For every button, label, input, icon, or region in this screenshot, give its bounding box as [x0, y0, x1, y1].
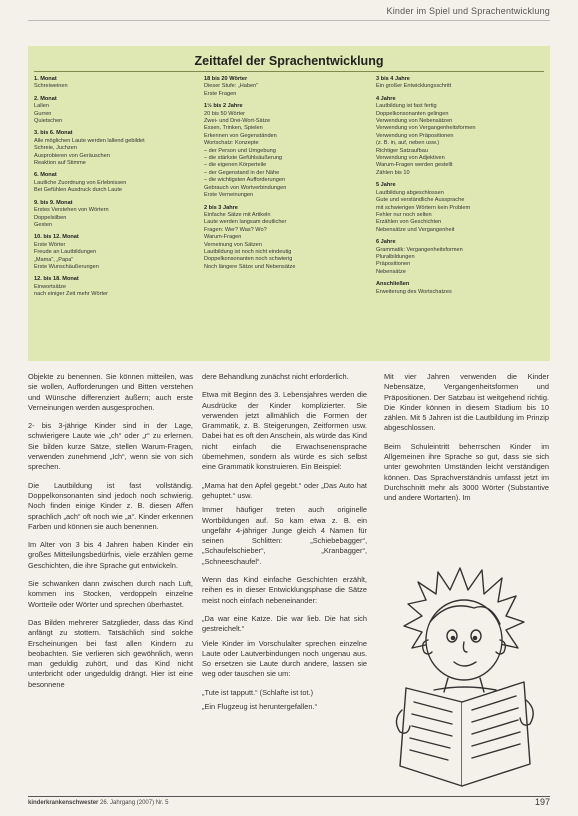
timeline-entry-line: Erweiterung des Wortschatzes [376, 288, 452, 295]
timeline-entry-line: Doppelkonsonanten noch schwierig [204, 256, 293, 263]
timeline-entry-line: Zählen bis 10 [376, 169, 410, 176]
timeline-entry [376, 76, 544, 91]
timeline-entry-heading: 3 bis 4 Jahre [376, 76, 410, 82]
timeline-column-3 [376, 76, 544, 301]
timeline-entry [34, 200, 194, 230]
timeline-entry-heading: 6. Monat [34, 172, 57, 179]
timeline-entry-line: Ein großer Entwicklungsschritt [376, 83, 452, 90]
timeline-entry-line: Verneinung von Sätzen [204, 241, 262, 248]
timeline-entry-heading: 3. bis 6. Monat [34, 130, 73, 137]
timeline-entry-line: Doppelkonsonanten gelingen [376, 110, 449, 117]
body-paragraph: 2- bis 3-jährige Kinder sind in der Lage, schwierigere Laute wie „ch“ oder „r“ zu erlernen. Sie bilden kurze Sätze, stellen Warum-Fragen, verwenden zunehmend „Ich“, wenn sie von sich sprechen. [28, 421, 193, 472]
timeline-entry [34, 76, 194, 91]
body-paragraph: „Da war eine Katze. Die war lieb. Die hat sich gestreichelt.“ [202, 613, 367, 634]
timeline-entry-line: Einfache Sätze mit Artikeln [204, 211, 271, 218]
timeline-entry-line: Richtiger Satzaufbau [376, 147, 428, 154]
timeline-entry-line: Erstes Verstehen von Wörtern [34, 207, 109, 214]
timeline-entry-line: Erste Wunschäußerungen [34, 263, 99, 270]
timeline-entry-line: nach einiger Zeit mehr Wörter [34, 291, 108, 298]
timeline-entry-line: Zwei- und Drei-Wort-Sätze [204, 118, 271, 125]
timeline-entry-line: Bei Gefühlen Ausdruck durch Laute [34, 187, 123, 194]
timeline-entry [376, 96, 544, 177]
body-paragraph: Die Lautbildung ist fast vollständig. Doppelkonsonanten sind jedoch noch schwierig. Noch finden einige Kinder z. B. diesen Affen sprachlich „ach“ oft noch wie „a“. Kinder erkennen Farben und können sie auch benennen. [28, 480, 193, 531]
timeline-entry-line: Lautbildung abgeschlossen [376, 189, 444, 196]
timeline-entry-line: Erste Wörter [34, 241, 66, 248]
timeline-entry-line: Schreiweinen [34, 83, 68, 90]
timeline-entry-heading: 1½ bis 2 Jahre [204, 103, 243, 110]
timeline-entry [376, 182, 544, 234]
timeline-entry-line: Verwendung von Nebensätzen [376, 118, 453, 125]
timeline-entry-line: Nebensätze und Vergangenheit [376, 226, 455, 233]
timeline-entry-heading: 4 Jahre [376, 95, 396, 102]
timeline-entry-line: Noch längere Sätze und Nebensätze [204, 263, 296, 270]
timeline-entry [376, 281, 544, 296]
timeline-entry-line: Präpositionen [376, 261, 411, 268]
page-number: 197 [534, 797, 550, 807]
timeline-column-2 [204, 76, 369, 276]
timeline-entry-line: – die stärkste Gefühlsäußerung [204, 155, 283, 162]
timeline-entry-heading: 2. Monat [34, 95, 57, 102]
running-header: Kinder im Spiel und Sprachentwicklung [386, 6, 550, 16]
timeline-entry-heading: 5 Jahre [376, 182, 396, 189]
timeline-entry-heading: 2 bis 3 Jahre [204, 204, 238, 211]
timeline-entry-line: Lautbildung ist noch nicht eindeutig [204, 248, 292, 255]
body-paragraph: Sie schwanken dann zwischen durch nach Luft, kommen ins Stocken, verdoppeln einzelne Wortteile oder Wörter und sprechen überhastet. [28, 579, 193, 609]
timeline-entry [376, 239, 544, 276]
timeline-entry [34, 130, 194, 167]
timeline-entry-line: Verwendung von Präpositionen [376, 132, 454, 139]
timeline-entry-line: Schreie, Juchzen [34, 145, 77, 152]
timeline-entry-line: Erste Verneinungen [204, 192, 254, 199]
timeline-entry-line: Gurren [34, 110, 52, 117]
timeline-entry-heading: 10. bis 12. Monat [34, 234, 79, 241]
timeline-entry-line: Nebensätze [376, 268, 406, 275]
body-paragraph: Etwa mit Beginn des 3. Lebensjahres werden die Ausdrücke der Kinder komplizierter. Sie verwenden jetzt allmählich die Formen der Grammatik, z. B. Steigerungen, Zeitformen usw. Dabei hat es oft den Anschein, als würde das Kind nicht einfach die Erwachsenensprache übernehmen, sondern als würde es sich selbst eine Grammatik konstruieren. Ein Beispiel: [202, 390, 367, 472]
timeline-entry-line: Alle möglichen Laute werden lallend gebildet [34, 137, 145, 144]
timeline-entry-line: Reaktion auf Stimme [34, 160, 86, 167]
timeline-entry-line: Verwendung von Vergangenheitsformen [376, 125, 476, 132]
timeline-entry-heading: 1. Monat [34, 76, 57, 82]
timeline-entry-heading: Anschließen [376, 281, 410, 288]
timeline-entry-line: Warum-Fragen werden gestellt [376, 162, 453, 169]
timeline-entry-line: Ausprobieren von Geräuschen [34, 152, 110, 159]
issue-info: 26. Jahrgang (2007) Nr. 5 [100, 800, 169, 806]
timeline-entry [34, 96, 194, 126]
timeline-entry [204, 103, 369, 199]
timeline-entry-line: Gute und verständliche Aussprache [376, 197, 465, 204]
child-reading-illustration [378, 560, 554, 788]
timeline-title: Zeittafel der Sprachentwicklung [194, 54, 384, 68]
body-paragraph: Wenn das Kind einfache Geschichten erzählt, reihen es in dieser Entwicklungsphase die Sätze meist noch einfach nebeneinander: [202, 575, 367, 605]
timeline-entry-line: (z. B. in, auf, neben usw.) [376, 140, 440, 147]
body-paragraph: Das Bilden mehrerer Satzglieder, dass das Kind anfängt zu stottern. Tatsächlich sind solche Erscheinungen bei fast allen Kindern zu beobachten. Sie verlieren sich gewöhnlich, wenn man geduldig zuhört, und das Kind nicht unterbricht oder ungeduldig drängt. Hier ist eine besonnene [28, 617, 193, 689]
timeline-entry-line: Lautbildung ist fast fertig [376, 103, 437, 110]
timeline-entry-line: Dieser Stufe: „Haben“ [204, 83, 259, 90]
timeline-entry-line: Erste Fragen [204, 90, 237, 97]
timeline-entry-line: Freude an Lautbildungen [34, 249, 97, 256]
timeline-entry-line: Fehler nur noch selten [376, 211, 432, 218]
timeline-entry-line: Gesten [34, 221, 53, 228]
timeline-entry-line: Warum-Fragen [204, 234, 242, 241]
timeline-entry-line: Gebrauch von Wortverbindungen [204, 184, 287, 191]
body-paragraph: „Ein Flugzeug ist heruntergefallen.“ [202, 702, 318, 712]
timeline-entry [34, 276, 194, 298]
timeline-entry-line: mit schwierigen Wörtern kein Problem [376, 204, 471, 211]
timeline-entry-line: Erkennen von Gegenständen [204, 132, 277, 139]
body-paragraph: dere Behandlung zunächst nicht erforderlich. [202, 372, 349, 381]
body-column-3 [384, 372, 549, 512]
timeline-entry-line: Lallen [34, 103, 49, 110]
body-paragraph: Im Alter von 3 bis 4 Jahren haben Kinder ein großes Mitteilungsbedürfnis, viele erzählen gerne Geschichten, die ihre Sprache gut entwickeln. [28, 540, 193, 570]
timeline-entry-heading: 6 Jahre [376, 239, 396, 246]
timeline-entry-line: Laute werden langsam deutlicher [204, 219, 287, 226]
body-paragraph: Objekte zu benennen. Sie können mitteilen, was sie wollen, Aufforderungen und Bitten verstehen und Wünsche differenziert äußern; auch erste Verneinungen werden ausgesprochen. [28, 372, 193, 412]
body-paragraph: Beim Schuleintritt beherrschen Kinder im Allgemeinen ihre Sprache so gut, dass sie sich unter gewohnten Umständen leicht verständigen können. Das Sprachverständnis umfasst jetzt im Durchschnitt mehr als 3000 Wörter (Substantive und andere Wortarten). Im [384, 441, 549, 503]
timeline-entry-line: Wortschatz: Konzepte [204, 140, 259, 147]
body-paragraph: „Tute ist tapputt.“ (Schlafte ist tot.) [202, 687, 314, 697]
timeline-entry-line: 20 bis 50 Wörter [204, 110, 246, 117]
body-paragraph: Viele Kinder im Vorschulalter sprechen einzelne Laute oder Lautverbindungen noch ungenau aus. So ersetzen sie Laute durch andere, lassen sie weg oder tauschen sie um: [202, 638, 367, 679]
timeline-entry-line: Doppelsilben [34, 214, 67, 221]
timeline-entry-line: Lautliche Zuordnung von Erlebnissen [34, 179, 127, 186]
timeline-box [28, 46, 550, 361]
timeline-entry [34, 234, 194, 271]
timeline-entry-heading: 12. bis 18. Monat [34, 276, 79, 283]
timeline-entry-line: Verwendung von Adjektiven [376, 155, 445, 162]
header-divider [28, 20, 550, 21]
body-paragraph: Mit vier Jahren verwenden die Kinder Nebensätze, Vergangenheitsformen und Präpositionen. Der Satzbau ist weitgehend richtig. Die Kinder können in diesem Stadium bis 10 zählen. Mit 5 Jahren ist die Lautbildung im Prinzip abgeschlossen. [384, 372, 549, 433]
timeline-entry-heading: 18 bis 20 Wörter [204, 76, 248, 82]
timeline-entry-heading: 9. bis 9. Monat [34, 199, 73, 206]
body-column-1 [28, 372, 193, 698]
timeline-divider [34, 71, 544, 72]
timeline-entry-line: Grammatik: Vergangenheitsformen [376, 246, 463, 253]
timeline-entry-line: Quietschen [34, 118, 63, 125]
timeline-column-1 [34, 76, 194, 304]
timeline-entry-line: Fragen: Wer? Was? Wo? [204, 226, 267, 233]
timeline-entry-line: – der Gegenstand in der Nähe [204, 169, 280, 176]
timeline-entry-line: Pluralbildungen [376, 253, 415, 260]
timeline-entry [34, 172, 194, 194]
body-column-2 [202, 372, 367, 716]
timeline-entry [204, 205, 369, 272]
body-paragraph: Immer häufiger treten auch originelle Wortbildungen auf. So kam etwa z. B. ein ungefähr 4-jähriger Junge gleich 4 Namen für seinen Schlitten: „Schiebebagger“, „Schaufelschieber“, „Kranbagger“, „Schneeschaufel“. [202, 505, 367, 566]
timeline-entry-line: – der Person und Umgebung [204, 147, 276, 154]
timeline-entry-line: „Mama“, „Papa“ [34, 256, 74, 263]
footer-citation [28, 800, 168, 806]
journal-name: kinderkrankenschwester [28, 800, 99, 806]
body-paragraph: „Mama hat den Apfel gegebt.“ oder „Das Auto hat gehuptet.“ usw. [202, 480, 367, 500]
timeline-entry-line: – die eigenen Körperteile [204, 162, 267, 169]
timeline-entry-line: – die wichtigsten Aufforderungen [204, 177, 286, 184]
timeline-entry-line: Einwortsätze [34, 283, 67, 290]
timeline-entry-line: Erzählen von Geschichten [376, 219, 442, 226]
footer-divider [28, 796, 550, 797]
timeline-entry-line: Essen, Trinken, Spielen [204, 125, 263, 132]
timeline-entry [204, 76, 369, 98]
